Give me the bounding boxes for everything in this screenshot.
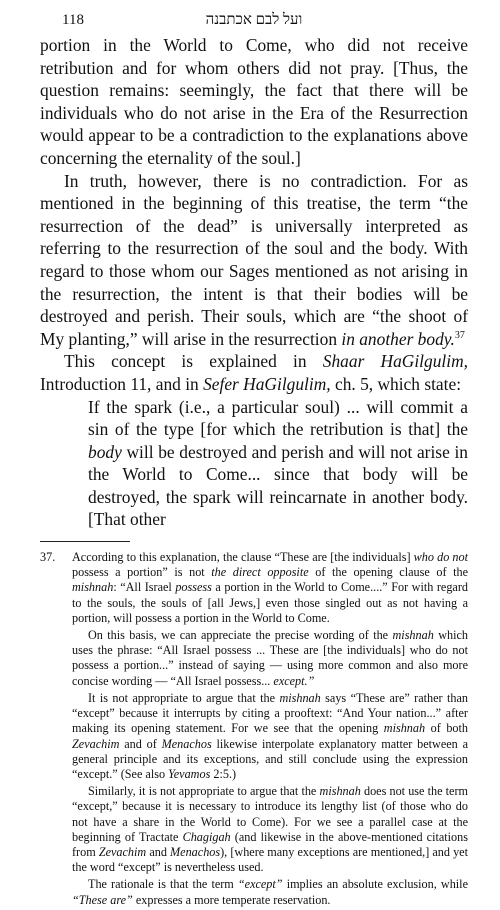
footnote: 37. According to this explanation, the clause “These are [the individuals] who do not possess a portion” is not the direct opposite of the opening clause of the mishnah: “All Israel possess a portion in the World to Come....” For with regard to the souls, the souls of [all Jews,] even those singled out as not having a portion, will possess a portion in the World to Come. [40, 550, 468, 625]
block-quote: If the spark (i.e., a particular soul) ... will commit a sin of the type [for which the retribution is that] the body will be destroyed and perish and will not arise in the World to Come... since that body will be destroyed, the spark will reincarnate in another body. [That other [88, 396, 468, 530]
footnote-number: 37. [40, 550, 56, 565]
page-number: 118 [62, 12, 84, 28]
running-title: ועל לבם אכתבנה [205, 12, 303, 28]
paragraph: portion in the World to Come, who did not receive retribution and for whom others did not pray. [Thus, the question remains: seemingly, the fact that there will be individuals who do not arise in the Era of the Resurrection would appear to be a contradiction to the explanations above concerning the eternality of the soul.] [40, 35, 468, 168]
footnote-ref[interactable]: 37 [454, 329, 465, 341]
footnotes [40, 550, 468, 908]
footnote-paragraph: On this basis, we can appreciate the precise wording of the mishnah which uses the phrase: “All Israel possess ... These are [the individuals] who do not possess a portion...” instead of saying — using more common and also more concise wording — “All Israel possess... except.” [72, 628, 468, 688]
paragraph: In truth, however, there is no contradiction. For as mentioned in the beginning of this treatise, the term “the resurrection of the dead” is universally interpreted as referring to the resurrection of the soul and the body. With regard to those whom our Sages mentioned as not arising in the resurrection, the intent is that their bodies will be destroyed and perish. Their souls, which are “the shoot of My planting,” will arise in the resurrection in another body.$^{37}$ [40, 170, 468, 349]
paragraph: This concept is explained in Shaar HaGilgulim, Introduction 11, and in Sefer HaGilgulim, ch. 5, which state: [40, 351, 468, 394]
footnote-paragraph: The rationale is that the term “except” implies an absolute exclusion, while “These are” expresses a more temperate reservation. [72, 877, 468, 907]
page-header [40, 6, 468, 34]
main-text [40, 34, 468, 531]
footnote-paragraph: It is not appropriate to argue that the mishnah says “These are” rather than “except” because it interrupts by citing a prooftext: “And Your nation...” after making its opening statement. For we see that the opening mishnah of both Zevachim and of Menachos likewise interpolate explanatory matter between a general principle and its exceptions, and still conclude using the expression “except.” (See also Yevamos 2:5.) [72, 690, 469, 781]
footnote-divider [40, 541, 130, 542]
footnote-paragraph: Similarly, it is not appropriate to argue that the mishnah does not use the term “except,” because it is necessary to introduce its lengthy list (of those who do not have a share in the World to Come). For we see a parallel case at the beginning of Tractate Chagigah (and likewise in the above-mentioned citations from Zevachim and Menachos), [where many exceptions are mentioned,] and yet the word “except” is nevertheless used. [72, 784, 469, 875]
book-page [40, 6, 468, 910]
